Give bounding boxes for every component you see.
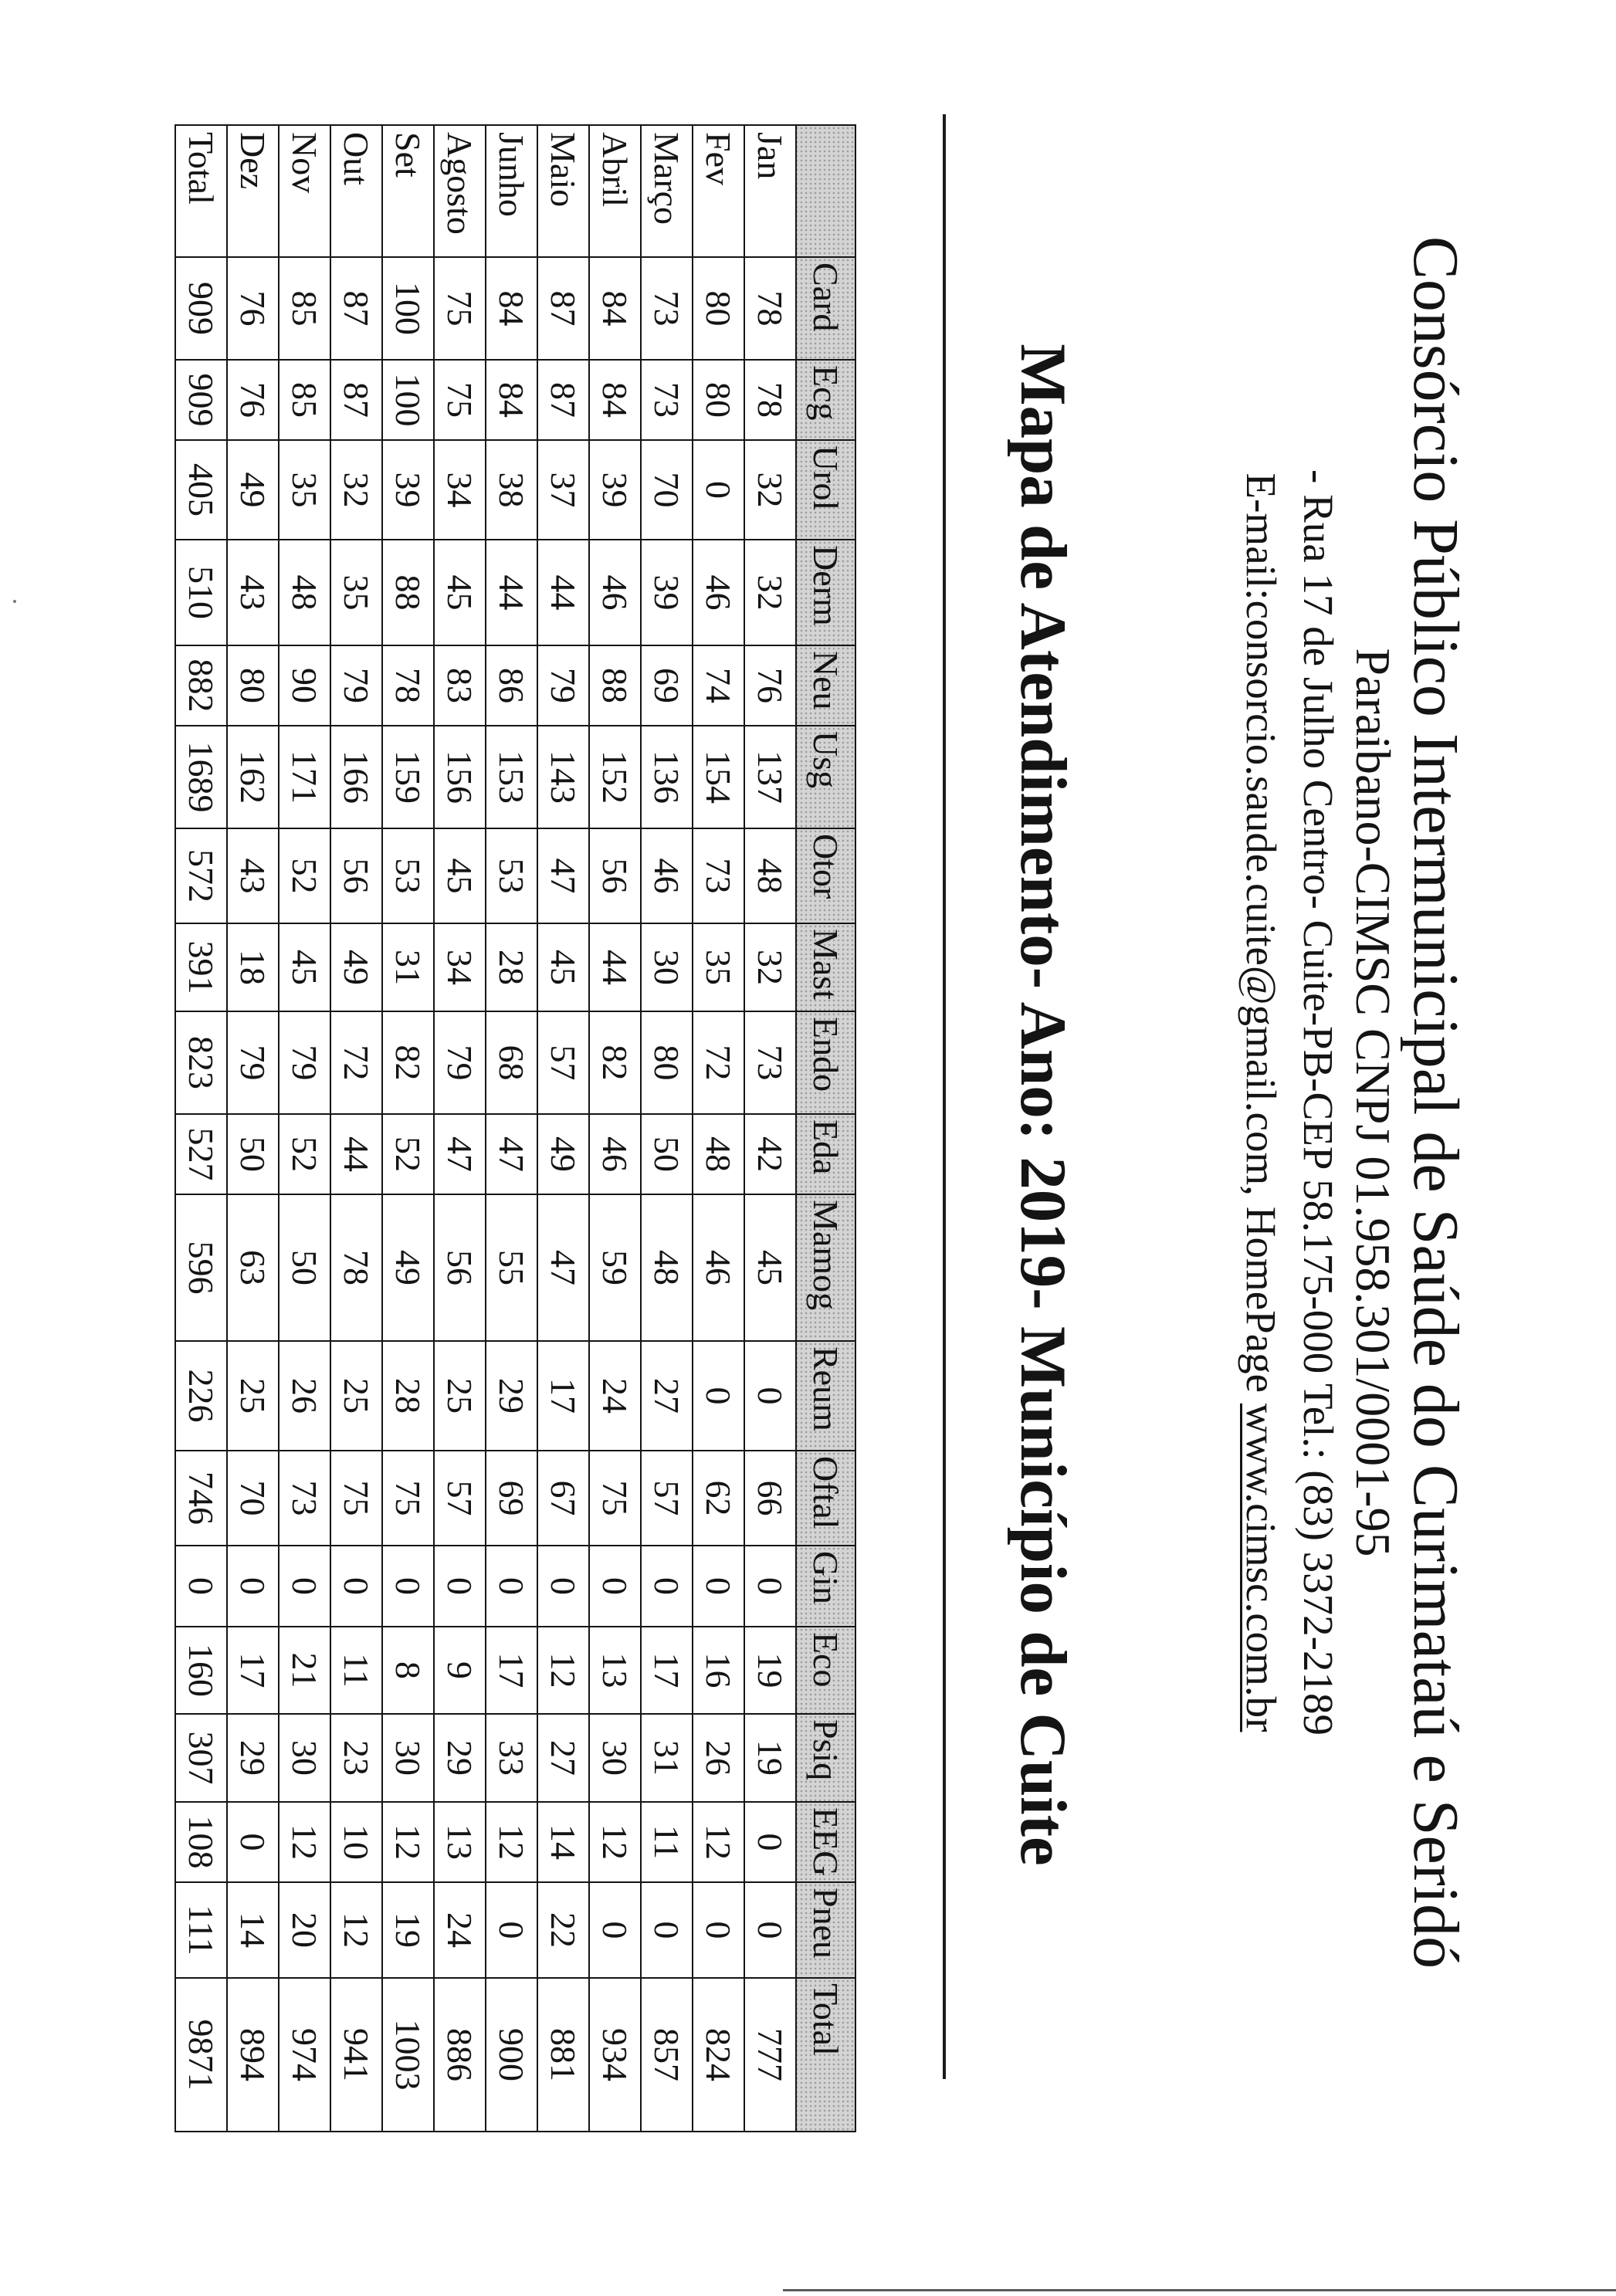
count-cell: 46 [589, 1114, 641, 1194]
count-cell: 84 [589, 257, 641, 360]
count-cell: 26 [279, 1341, 330, 1451]
count-cell: 17 [227, 1627, 279, 1714]
count-cell: 66 [744, 1451, 796, 1546]
contact-email: E-mail:consorcio.saude.cuite@gmail.com, [1238, 472, 1285, 1196]
column-header-reum: Reum [796, 1341, 855, 1451]
organization-name: Consórcio Público Intermunicipal de Saúde do Curimataú e Seridó [1400, 235, 1472, 1969]
count-cell: 75 [382, 1451, 434, 1546]
count-cell: 0 [486, 1546, 537, 1627]
organization-contact [1237, 0, 1285, 2205]
count-cell: 30 [279, 1714, 330, 1802]
count-cell: 30 [641, 923, 693, 1011]
count-cell: 24 [589, 1341, 641, 1451]
count-cell: 0 [589, 1546, 641, 1627]
count-cell: 39 [641, 540, 693, 645]
count-cell: 13 [434, 1802, 486, 1882]
count-cell: 76 [744, 645, 796, 726]
homepage-label: HomePage [1238, 1206, 1285, 1394]
count-cell: 79 [330, 645, 382, 726]
totals-row [175, 125, 227, 2132]
row-total-cell: 881 [537, 1978, 589, 2132]
count-cell: 79 [434, 1011, 486, 1114]
count-cell: 55 [486, 1194, 537, 1341]
month-row [382, 125, 434, 2132]
count-cell: 72 [693, 1011, 744, 1114]
count-cell: 57 [537, 1011, 589, 1114]
count-cell: 52 [279, 1114, 330, 1194]
header-corner-cell [796, 125, 855, 257]
header-row [796, 125, 855, 2132]
count-cell: 87 [537, 257, 589, 360]
count-cell: 16 [693, 1627, 744, 1714]
count-cell: 45 [744, 1194, 796, 1341]
count-cell: 25 [330, 1341, 382, 1451]
count-cell: 53 [486, 828, 537, 923]
count-cell: 32 [744, 440, 796, 540]
count-cell: 48 [279, 540, 330, 645]
count-cell: 52 [279, 828, 330, 923]
count-cell: 42 [744, 1114, 796, 1194]
count-cell: 80 [693, 360, 744, 440]
count-cell: 17 [641, 1627, 693, 1714]
column-total-cell: 527 [175, 1114, 227, 1194]
column-total-cell: 111 [175, 1882, 227, 1978]
count-cell: 49 [537, 1114, 589, 1194]
column-header-ecg: Ecg [796, 360, 855, 440]
count-cell: 162 [227, 726, 279, 828]
count-cell: 46 [589, 540, 641, 645]
count-cell: 14 [537, 1802, 589, 1882]
column-total-cell: 160 [175, 1627, 227, 1714]
count-cell: 73 [641, 360, 693, 440]
table-body [175, 125, 796, 2132]
count-cell: 27 [641, 1341, 693, 1451]
report-title: Mapa de Atendimento- Ano: 2019- Município de Cuite [1007, 344, 1079, 1866]
month-label: Fev [693, 125, 744, 257]
count-cell: 30 [589, 1714, 641, 1802]
month-row [537, 125, 589, 2132]
column-total-cell: 405 [175, 440, 227, 540]
count-cell: 9 [434, 1627, 486, 1714]
row-total-cell: 934 [589, 1978, 641, 2132]
count-cell: 85 [279, 257, 330, 360]
count-cell: 0 [279, 1546, 330, 1627]
row-total-cell: 824 [693, 1978, 744, 2132]
count-cell: 44 [330, 1114, 382, 1194]
count-cell: 39 [382, 440, 434, 540]
count-cell: 28 [486, 923, 537, 1011]
count-cell: 70 [641, 440, 693, 540]
count-cell: 19 [744, 1714, 796, 1802]
count-cell: 27 [537, 1714, 589, 1802]
row-total-cell: 894 [227, 1978, 279, 2132]
attendance-table [174, 124, 856, 2132]
count-cell: 44 [486, 540, 537, 645]
count-cell: 48 [641, 1194, 693, 1341]
count-cell: 63 [227, 1194, 279, 1341]
count-cell: 25 [434, 1341, 486, 1451]
count-cell: 80 [227, 645, 279, 726]
count-cell: 12 [279, 1802, 330, 1882]
count-cell: 0 [744, 1802, 796, 1882]
count-cell: 86 [486, 645, 537, 726]
count-cell: 52 [382, 1114, 434, 1194]
count-cell: 75 [330, 1451, 382, 1546]
count-cell: 0 [227, 1546, 279, 1627]
count-cell: 0 [382, 1546, 434, 1627]
count-cell: 69 [486, 1451, 537, 1546]
count-cell: 0 [330, 1546, 382, 1627]
count-cell: 12 [693, 1802, 744, 1882]
count-cell: 83 [434, 645, 486, 726]
count-cell: 32 [330, 440, 382, 540]
count-cell: 69 [641, 645, 693, 726]
count-cell: 44 [589, 923, 641, 1011]
count-cell: 24 [434, 1882, 486, 1978]
count-cell: 100 [382, 360, 434, 440]
count-cell: 14 [227, 1882, 279, 1978]
count-cell: 31 [382, 923, 434, 1011]
count-cell: 153 [486, 726, 537, 828]
month-row [330, 125, 382, 2132]
count-cell: 32 [744, 540, 796, 645]
month-row [434, 125, 486, 2132]
count-cell: 49 [330, 923, 382, 1011]
count-cell: 25 [227, 1341, 279, 1451]
count-cell: 79 [537, 645, 589, 726]
count-cell: 45 [279, 923, 330, 1011]
row-total-cell: 777 [744, 1978, 796, 2132]
count-cell: 43 [227, 540, 279, 645]
count-cell: 45 [434, 540, 486, 645]
count-cell: 0 [641, 1546, 693, 1627]
column-total-cell: 0 [175, 1546, 227, 1627]
row-total-cell: 1003 [382, 1978, 434, 2132]
count-cell: 8 [382, 1627, 434, 1714]
count-cell: 78 [330, 1194, 382, 1341]
count-cell: 88 [382, 540, 434, 645]
count-cell: 34 [434, 440, 486, 540]
count-cell: 56 [434, 1194, 486, 1341]
column-header-derm: Derm [796, 540, 855, 645]
count-cell: 11 [330, 1627, 382, 1714]
month-label: Agosto [434, 125, 486, 257]
count-cell: 49 [382, 1194, 434, 1341]
count-cell: 35 [693, 923, 744, 1011]
count-cell: 82 [382, 1011, 434, 1114]
grand-total-cell: 9871 [175, 1978, 227, 2132]
count-cell: 12 [486, 1802, 537, 1882]
count-cell: 78 [744, 257, 796, 360]
count-cell: 49 [227, 440, 279, 540]
count-cell: 46 [693, 1194, 744, 1341]
count-cell: 26 [693, 1714, 744, 1802]
count-cell: 0 [693, 1341, 744, 1451]
column-total-cell: 1689 [175, 726, 227, 828]
count-cell: 76 [227, 257, 279, 360]
count-cell: 73 [744, 1011, 796, 1114]
count-cell: 18 [227, 923, 279, 1011]
count-cell: 50 [279, 1194, 330, 1341]
count-cell: 0 [744, 1341, 796, 1451]
column-header-card: Card [796, 257, 855, 360]
count-cell: 23 [330, 1714, 382, 1802]
count-cell: 13 [589, 1627, 641, 1714]
count-cell: 159 [382, 726, 434, 828]
count-cell: 75 [589, 1451, 641, 1546]
count-cell: 19 [744, 1627, 796, 1714]
column-total-cell: 746 [175, 1451, 227, 1546]
month-row [279, 125, 330, 2132]
count-cell: 12 [589, 1802, 641, 1882]
count-cell: 17 [537, 1341, 589, 1451]
column-total-cell: 909 [175, 360, 227, 440]
count-cell: 0 [434, 1546, 486, 1627]
count-cell: 47 [434, 1114, 486, 1194]
count-cell: 43 [227, 828, 279, 923]
count-cell: 47 [537, 828, 589, 923]
column-header-usg: Usg [796, 726, 855, 828]
count-cell: 38 [486, 440, 537, 540]
count-cell: 12 [330, 1882, 382, 1978]
column-header-eeg: EEG [796, 1802, 855, 1882]
count-cell: 80 [641, 1011, 693, 1114]
month-label: Nov [279, 125, 330, 257]
count-cell: 154 [693, 726, 744, 828]
month-label: Junho [486, 125, 537, 257]
column-total-cell: 572 [175, 828, 227, 923]
count-cell: 68 [486, 1011, 537, 1114]
count-cell: 50 [641, 1114, 693, 1194]
homepage-link: www.cimsc.com.br [1238, 1403, 1285, 1732]
count-cell: 45 [434, 828, 486, 923]
count-cell: 62 [693, 1451, 744, 1546]
count-cell: 84 [486, 257, 537, 360]
month-label: Jan [744, 125, 796, 257]
count-cell: 0 [641, 1882, 693, 1978]
row-total-cell: 974 [279, 1978, 330, 2132]
column-header-total: Total [796, 1978, 855, 2132]
count-cell: 19 [382, 1882, 434, 1978]
count-cell: 44 [537, 540, 589, 645]
count-cell: 84 [486, 360, 537, 440]
column-header-neu: Neu [796, 645, 855, 726]
month-row [486, 125, 537, 2132]
count-cell: 57 [641, 1451, 693, 1546]
column-header-mast: Mast [796, 923, 855, 1011]
count-cell: 56 [589, 828, 641, 923]
count-cell: 156 [434, 726, 486, 828]
organization-cnpj: Paraibano-CIMSC CNPJ 01.958.301/0001-95 [1346, 648, 1401, 1557]
row-total-cell: 900 [486, 1978, 537, 2132]
count-cell: 46 [641, 828, 693, 923]
count-cell: 76 [227, 360, 279, 440]
count-cell: 47 [537, 1194, 589, 1341]
count-cell: 12 [537, 1627, 589, 1714]
count-cell: 79 [279, 1011, 330, 1114]
column-header-gin: Gin [796, 1546, 855, 1627]
count-cell: 0 [227, 1802, 279, 1882]
count-cell: 74 [693, 645, 744, 726]
count-cell: 46 [693, 540, 744, 645]
count-cell: 152 [589, 726, 641, 828]
count-cell: 75 [434, 257, 486, 360]
count-cell: 137 [744, 726, 796, 828]
count-cell: 56 [330, 828, 382, 923]
row-total-cell: 941 [330, 1978, 382, 2132]
count-cell: 0 [693, 1882, 744, 1978]
month-row [641, 125, 693, 2132]
column-header-otor: Otor [796, 828, 855, 923]
count-cell: 32 [744, 923, 796, 1011]
organization-address: - Rua 17 de Julho Centro- Cuite-PB-CEP 58.175-000 Tel.: (83) 3372-2189 [1295, 469, 1342, 1736]
month-row [227, 125, 279, 2132]
month-row [693, 125, 744, 2132]
count-cell: 73 [641, 257, 693, 360]
count-cell: 48 [744, 828, 796, 923]
count-cell: 10 [330, 1802, 382, 1882]
count-cell: 11 [641, 1802, 693, 1882]
count-cell: 166 [330, 726, 382, 828]
count-cell: 79 [227, 1011, 279, 1114]
count-cell: 39 [589, 440, 641, 540]
count-cell: 35 [279, 440, 330, 540]
count-cell: 31 [641, 1714, 693, 1802]
count-cell: 47 [486, 1114, 537, 1194]
column-total-cell: 510 [175, 540, 227, 645]
count-cell: 57 [434, 1451, 486, 1546]
count-cell: 88 [589, 645, 641, 726]
count-cell: 35 [330, 540, 382, 645]
count-cell: 48 [693, 1114, 744, 1194]
count-cell: 0 [744, 1882, 796, 1978]
count-cell: 87 [330, 360, 382, 440]
count-cell: 78 [382, 645, 434, 726]
column-header-oftal: Oftal [796, 1451, 855, 1546]
count-cell: 70 [227, 1451, 279, 1546]
month-row [744, 125, 796, 2132]
count-cell: 78 [744, 360, 796, 440]
count-cell: 22 [537, 1882, 589, 1978]
count-cell: 100 [382, 257, 434, 360]
count-cell: 90 [279, 645, 330, 726]
count-cell: 72 [330, 1011, 382, 1114]
column-total-cell: 882 [175, 645, 227, 726]
count-cell: 45 [537, 923, 589, 1011]
totals-label: Total [175, 125, 227, 257]
count-cell: 53 [382, 828, 434, 923]
count-cell: 33 [486, 1714, 537, 1802]
month-label: Março [641, 125, 693, 257]
column-total-cell: 226 [175, 1341, 227, 1451]
month-label: Dez [227, 125, 279, 257]
column-header-endo: Endo [796, 1011, 855, 1114]
count-cell: 143 [537, 726, 589, 828]
column-header-eda: Eda [796, 1114, 855, 1194]
count-cell: 29 [434, 1714, 486, 1802]
month-label: Maio [537, 125, 589, 257]
count-cell: 0 [693, 1546, 744, 1627]
column-total-cell: 823 [175, 1011, 227, 1114]
count-cell: 37 [537, 440, 589, 540]
column-header-eco: Eco [796, 1627, 855, 1714]
count-cell: 80 [693, 257, 744, 360]
column-total-cell: 909 [175, 257, 227, 360]
count-cell: 75 [434, 360, 486, 440]
column-header-mamog: Mamog [796, 1194, 855, 1341]
count-cell: 0 [744, 1546, 796, 1627]
count-cell: 17 [486, 1627, 537, 1714]
column-total-cell: 108 [175, 1802, 227, 1882]
month-label: Set [382, 125, 434, 257]
column-total-cell: 391 [175, 923, 227, 1011]
column-header-psiq: Psiq [796, 1714, 855, 1802]
count-cell: 73 [279, 1451, 330, 1546]
column-total-cell: 596 [175, 1194, 227, 1341]
separator-line [943, 114, 946, 2079]
count-cell: 84 [589, 360, 641, 440]
row-total-cell: 857 [641, 1978, 693, 2132]
count-cell: 73 [693, 828, 744, 923]
column-total-cell: 307 [175, 1714, 227, 1802]
count-cell: 0 [589, 1882, 641, 1978]
count-cell: 82 [589, 1011, 641, 1114]
row-total-cell: 886 [434, 1978, 486, 2132]
count-cell: 0 [486, 1882, 537, 1978]
count-cell: 0 [537, 1546, 589, 1627]
count-cell: 34 [434, 923, 486, 1011]
count-cell: 59 [589, 1194, 641, 1341]
count-cell: 50 [227, 1114, 279, 1194]
table-header [796, 125, 855, 2132]
count-cell: 87 [330, 257, 382, 360]
column-header-urol: Urol [796, 440, 855, 540]
count-cell: 0 [693, 440, 744, 540]
count-cell: 21 [279, 1627, 330, 1714]
scan-speck [13, 600, 16, 603]
count-cell: 85 [279, 360, 330, 440]
count-cell: 171 [279, 726, 330, 828]
count-cell: 12 [382, 1802, 434, 1882]
count-cell: 87 [537, 360, 589, 440]
scan-edge-line [783, 2289, 1616, 2291]
count-cell: 29 [486, 1341, 537, 1451]
month-label: Abril [589, 125, 641, 257]
count-cell: 20 [279, 1882, 330, 1978]
count-cell: 28 [382, 1341, 434, 1451]
count-cell: 136 [641, 726, 693, 828]
count-cell: 29 [227, 1714, 279, 1802]
count-cell: 67 [537, 1451, 589, 1546]
month-row [589, 125, 641, 2132]
count-cell: 30 [382, 1714, 434, 1802]
column-header-pneu: Pneu [796, 1882, 855, 1978]
month-label: Out [330, 125, 382, 257]
